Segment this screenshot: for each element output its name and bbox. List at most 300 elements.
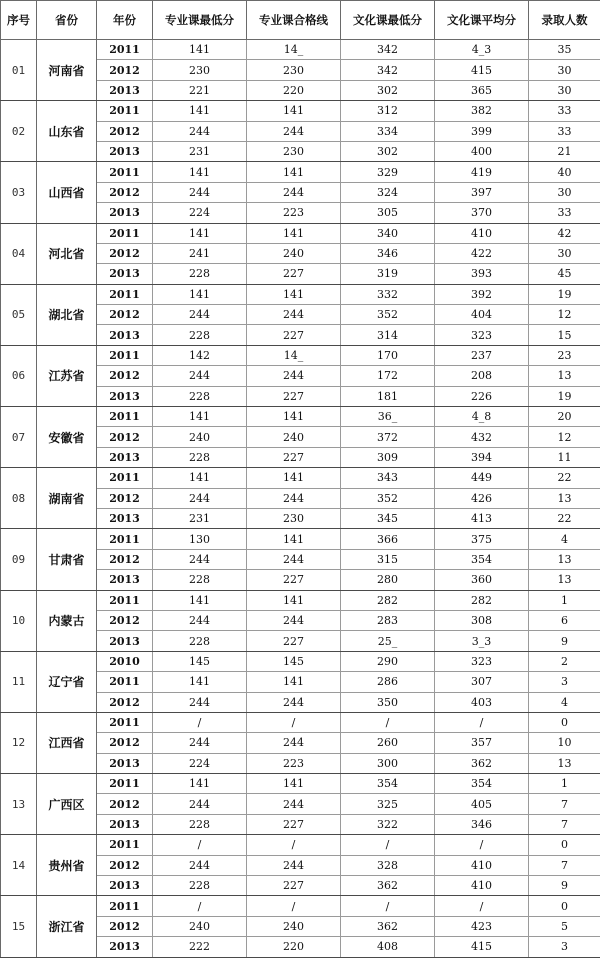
cell-major-pass-line: 244 (247, 692, 341, 712)
cell-major-pass-line: 244 (247, 121, 341, 141)
cell-admitted-count: 11 (529, 447, 600, 467)
table-row (1, 712, 600, 732)
table-row (1, 835, 600, 855)
cell-major-min-score: 228 (153, 631, 247, 651)
cell-culture-avg-score: 4_8 (435, 407, 529, 427)
cell-year: 2013 (97, 325, 153, 345)
cell-major-min-score: 244 (153, 121, 247, 141)
cell-major-pass-line: 244 (247, 610, 341, 630)
cell-major-min-score: 230 (153, 60, 247, 80)
cell-admitted-count: 0 (529, 835, 600, 855)
cell-culture-min-score: 170 (341, 345, 435, 365)
cell-major-pass-line: 244 (247, 305, 341, 325)
cell-culture-avg-score: 308 (435, 610, 529, 630)
cell-culture-min-score: 354 (341, 774, 435, 794)
cell-index: 10 (1, 590, 37, 651)
cell-major-min-score: 228 (153, 325, 247, 345)
cell-major-min-score: / (153, 712, 247, 732)
cell-province: 安徽省 (37, 407, 97, 468)
cell-major-pass-line: 141 (247, 162, 341, 182)
cell-culture-avg-score: 346 (435, 814, 529, 834)
cell-culture-min-score: 322 (341, 814, 435, 834)
cell-major-min-score: 141 (153, 774, 247, 794)
cell-index: 11 (1, 651, 37, 712)
cell-admitted-count: 13 (529, 753, 600, 773)
cell-year: 2011 (97, 40, 153, 60)
cell-major-pass-line: 244 (247, 855, 341, 875)
cell-year: 2012 (97, 692, 153, 712)
cell-year: 2013 (97, 937, 153, 957)
cell-index: 08 (1, 468, 37, 529)
cell-admitted-count: 20 (529, 407, 600, 427)
cell-culture-avg-score: 410 (435, 223, 529, 243)
cell-admitted-count: 35 (529, 40, 600, 60)
header-major-min-score: 专业课最低分 (153, 1, 247, 40)
cell-year: 2011 (97, 284, 153, 304)
cell-culture-avg-score: 405 (435, 794, 529, 814)
cell-year: 2013 (97, 876, 153, 896)
cell-major-pass-line: 244 (247, 366, 341, 386)
cell-culture-avg-score: 323 (435, 651, 529, 671)
cell-major-min-score: 141 (153, 407, 247, 427)
cell-major-min-score: 228 (153, 570, 247, 590)
cell-major-min-score: 244 (153, 488, 247, 508)
cell-culture-min-score: 283 (341, 610, 435, 630)
cell-culture-min-score: 345 (341, 508, 435, 528)
cell-index: 15 (1, 896, 37, 957)
cell-culture-avg-score: 399 (435, 121, 529, 141)
cell-admitted-count: 13 (529, 488, 600, 508)
cell-major-pass-line: / (247, 835, 341, 855)
cell-major-pass-line: 141 (247, 468, 341, 488)
cell-major-min-score: 141 (153, 162, 247, 182)
header-major-pass-line: 专业课合格线 (247, 1, 341, 40)
table-row (1, 284, 600, 304)
cell-province: 山西省 (37, 162, 97, 223)
cell-admitted-count: 30 (529, 80, 600, 100)
cell-year: 2011 (97, 101, 153, 121)
cell-year: 2012 (97, 182, 153, 202)
cell-admitted-count: 0 (529, 896, 600, 916)
table-row (1, 162, 600, 182)
cell-culture-avg-score: 393 (435, 264, 529, 284)
cell-major-pass-line: 141 (247, 774, 341, 794)
cell-major-pass-line: 223 (247, 203, 341, 223)
cell-index: 03 (1, 162, 37, 223)
cell-major-pass-line: 141 (247, 101, 341, 121)
cell-major-pass-line: 244 (247, 549, 341, 569)
cell-major-min-score: / (153, 896, 247, 916)
cell-major-min-score: 141 (153, 284, 247, 304)
cell-culture-avg-score: 226 (435, 386, 529, 406)
cell-year: 2013 (97, 447, 153, 467)
cell-province: 江苏省 (37, 345, 97, 406)
cell-major-min-score: 141 (153, 672, 247, 692)
table-row (1, 590, 600, 610)
cell-major-min-score: 240 (153, 916, 247, 936)
cell-admitted-count: 3 (529, 937, 600, 957)
cell-culture-min-score: 408 (341, 937, 435, 957)
cell-culture-avg-score: 382 (435, 101, 529, 121)
cell-culture-avg-score: 307 (435, 672, 529, 692)
cell-culture-min-score: 314 (341, 325, 435, 345)
cell-culture-min-score: 352 (341, 305, 435, 325)
cell-major-min-score: 141 (153, 590, 247, 610)
cell-major-min-score: 244 (153, 794, 247, 814)
cell-admitted-count: 6 (529, 610, 600, 630)
cell-culture-avg-score: 237 (435, 345, 529, 365)
cell-admitted-count: 7 (529, 794, 600, 814)
cell-major-pass-line: 141 (247, 590, 341, 610)
cell-province: 江西省 (37, 712, 97, 773)
cell-culture-avg-score: 423 (435, 916, 529, 936)
table-row (1, 651, 600, 671)
cell-index: 01 (1, 40, 37, 101)
cell-major-pass-line: 240 (247, 916, 341, 936)
cell-major-pass-line: 230 (247, 141, 341, 161)
cell-culture-min-score: 280 (341, 570, 435, 590)
cell-major-min-score: 228 (153, 876, 247, 896)
cell-index: 13 (1, 774, 37, 835)
cell-culture-min-score: 329 (341, 162, 435, 182)
cell-admitted-count: 4 (529, 529, 600, 549)
cell-province: 浙江省 (37, 896, 97, 957)
cell-major-pass-line: 141 (247, 284, 341, 304)
cell-major-pass-line: 223 (247, 753, 341, 773)
cell-major-min-score: 244 (153, 855, 247, 875)
table-row (1, 223, 600, 243)
cell-culture-avg-score: 354 (435, 774, 529, 794)
cell-major-min-score: 222 (153, 937, 247, 957)
cell-culture-min-score: 319 (341, 264, 435, 284)
cell-admitted-count: 5 (529, 916, 600, 936)
cell-culture-avg-score: 365 (435, 80, 529, 100)
cell-admitted-count: 7 (529, 855, 600, 875)
cell-year: 2013 (97, 386, 153, 406)
cell-culture-avg-score: 410 (435, 876, 529, 896)
cell-province: 河北省 (37, 223, 97, 284)
cell-major-pass-line: 141 (247, 672, 341, 692)
cell-major-min-score: 228 (153, 447, 247, 467)
cell-culture-min-score: 172 (341, 366, 435, 386)
cell-culture-avg-score: 415 (435, 937, 529, 957)
cell-culture-avg-score: 413 (435, 508, 529, 528)
cell-major-min-score: 244 (153, 610, 247, 630)
cell-major-pass-line: 227 (247, 264, 341, 284)
cell-culture-avg-score: 397 (435, 182, 529, 202)
cell-culture-avg-score: 360 (435, 570, 529, 590)
cell-year: 2013 (97, 203, 153, 223)
cell-year: 2011 (97, 162, 153, 182)
cell-admitted-count: 1 (529, 590, 600, 610)
cell-culture-min-score: 372 (341, 427, 435, 447)
cell-major-pass-line: 230 (247, 60, 341, 80)
cell-culture-min-score: 362 (341, 876, 435, 896)
cell-year: 2013 (97, 264, 153, 284)
cell-index: 02 (1, 101, 37, 162)
cell-culture-avg-score: 403 (435, 692, 529, 712)
cell-year: 2012 (97, 60, 153, 80)
cell-major-min-score: / (153, 835, 247, 855)
cell-index: 06 (1, 345, 37, 406)
cell-admitted-count: 7 (529, 814, 600, 834)
cell-major-min-score: 141 (153, 468, 247, 488)
cell-culture-avg-score: 3_3 (435, 631, 529, 651)
cell-admitted-count: 13 (529, 549, 600, 569)
cell-index: 09 (1, 529, 37, 590)
cell-culture-min-score: 362 (341, 916, 435, 936)
cell-year: 2011 (97, 529, 153, 549)
cell-year: 2012 (97, 549, 153, 569)
cell-year: 2013 (97, 814, 153, 834)
cell-major-min-score: 244 (153, 549, 247, 569)
cell-admitted-count: 30 (529, 243, 600, 263)
cell-admitted-count: 40 (529, 162, 600, 182)
cell-culture-min-score: 352 (341, 488, 435, 508)
cell-year: 2011 (97, 590, 153, 610)
header-index: 序号 (1, 1, 37, 40)
cell-admitted-count: 23 (529, 345, 600, 365)
cell-province: 湖南省 (37, 468, 97, 529)
cell-year: 2010 (97, 651, 153, 671)
cell-year: 2012 (97, 427, 153, 447)
cell-admitted-count: 10 (529, 733, 600, 753)
cell-culture-min-score: 36_ (341, 407, 435, 427)
cell-major-min-score: 221 (153, 80, 247, 100)
cell-culture-avg-score: 4_3 (435, 40, 529, 60)
cell-province: 湖北省 (37, 284, 97, 345)
cell-culture-min-score: 328 (341, 855, 435, 875)
cell-year: 2011 (97, 712, 153, 732)
cell-admitted-count: 30 (529, 182, 600, 202)
cell-major-min-score: 231 (153, 508, 247, 528)
cell-major-min-score: 228 (153, 814, 247, 834)
cell-major-pass-line: 227 (247, 447, 341, 467)
cell-major-min-score: 228 (153, 386, 247, 406)
cell-major-pass-line: 141 (247, 223, 341, 243)
cell-year: 2011 (97, 223, 153, 243)
cell-province: 甘肃省 (37, 529, 97, 590)
table-row (1, 529, 600, 549)
cell-culture-avg-score: 449 (435, 468, 529, 488)
cell-admitted-count: 45 (529, 264, 600, 284)
cell-major-min-score: 244 (153, 366, 247, 386)
cell-culture-avg-score: 404 (435, 305, 529, 325)
cell-major-pass-line: 240 (247, 243, 341, 263)
cell-admitted-count: 12 (529, 305, 600, 325)
cell-culture-min-score: 342 (341, 40, 435, 60)
cell-index: 14 (1, 835, 37, 896)
cell-admitted-count: 33 (529, 203, 600, 223)
cell-culture-min-score: / (341, 896, 435, 916)
cell-culture-min-score: 366 (341, 529, 435, 549)
cell-year: 2011 (97, 896, 153, 916)
cell-culture-avg-score: 426 (435, 488, 529, 508)
cell-year: 2011 (97, 672, 153, 692)
cell-year: 2011 (97, 835, 153, 855)
cell-index: 04 (1, 223, 37, 284)
cell-culture-avg-score: / (435, 712, 529, 732)
cell-major-pass-line: 14_ (247, 345, 341, 365)
cell-culture-min-score: 312 (341, 101, 435, 121)
cell-major-pass-line: 14_ (247, 40, 341, 60)
cell-admitted-count: 0 (529, 712, 600, 732)
cell-culture-min-score: 332 (341, 284, 435, 304)
cell-province: 内蒙古 (37, 590, 97, 651)
header-province: 省份 (37, 1, 97, 40)
cell-culture-min-score: 302 (341, 80, 435, 100)
cell-year: 2012 (97, 855, 153, 875)
cell-major-min-score: 145 (153, 651, 247, 671)
cell-culture-avg-score: 415 (435, 60, 529, 80)
cell-admitted-count: 13 (529, 570, 600, 590)
cell-year: 2011 (97, 468, 153, 488)
cell-year: 2011 (97, 774, 153, 794)
cell-culture-avg-score: 208 (435, 366, 529, 386)
header-admitted-count: 录取人数 (529, 1, 600, 40)
cell-major-pass-line: 244 (247, 794, 341, 814)
cell-admitted-count: 9 (529, 631, 600, 651)
cell-year: 2013 (97, 141, 153, 161)
cell-culture-avg-score: 392 (435, 284, 529, 304)
cell-culture-avg-score: 400 (435, 141, 529, 161)
cell-culture-avg-score: 432 (435, 427, 529, 447)
cell-province: 山东省 (37, 101, 97, 162)
cell-admitted-count: 12 (529, 427, 600, 447)
cell-culture-min-score: 260 (341, 733, 435, 753)
cell-index: 05 (1, 284, 37, 345)
cell-major-pass-line: 244 (247, 182, 341, 202)
cell-year: 2013 (97, 80, 153, 100)
table-row (1, 896, 600, 916)
cell-major-pass-line: 145 (247, 651, 341, 671)
cell-year: 2012 (97, 366, 153, 386)
cell-admitted-count: 1 (529, 774, 600, 794)
cell-culture-min-score: 309 (341, 447, 435, 467)
cell-major-min-score: 130 (153, 529, 247, 549)
header-culture-avg-score: 文化课平均分 (435, 1, 529, 40)
cell-major-pass-line: 240 (247, 427, 341, 447)
cell-major-min-score: 231 (153, 141, 247, 161)
cell-year: 2012 (97, 121, 153, 141)
table-body (1, 40, 600, 958)
cell-year: 2012 (97, 610, 153, 630)
cell-culture-avg-score: 419 (435, 162, 529, 182)
cell-year: 2013 (97, 570, 153, 590)
cell-major-min-score: 141 (153, 40, 247, 60)
cell-culture-avg-score: / (435, 896, 529, 916)
cell-culture-min-score: 181 (341, 386, 435, 406)
cell-year: 2011 (97, 345, 153, 365)
cell-culture-min-score: 300 (341, 753, 435, 773)
cell-major-min-score: 141 (153, 223, 247, 243)
cell-culture-avg-score: 370 (435, 203, 529, 223)
cell-admitted-count: 9 (529, 876, 600, 896)
cell-admitted-count: 22 (529, 508, 600, 528)
cell-major-min-score: 244 (153, 182, 247, 202)
cell-year: 2013 (97, 631, 153, 651)
cell-major-min-score: 224 (153, 753, 247, 773)
cell-culture-avg-score: 362 (435, 753, 529, 773)
cell-major-min-score: 224 (153, 203, 247, 223)
cell-major-pass-line: 141 (247, 529, 341, 549)
cell-year: 2011 (97, 407, 153, 427)
cell-culture-min-score: 340 (341, 223, 435, 243)
cell-culture-avg-score: / (435, 835, 529, 855)
cell-culture-min-score: / (341, 712, 435, 732)
cell-culture-min-score: 290 (341, 651, 435, 671)
table-row (1, 40, 600, 60)
cell-year: 2012 (97, 243, 153, 263)
cell-culture-avg-score: 410 (435, 855, 529, 875)
cell-admitted-count: 13 (529, 366, 600, 386)
cell-major-pass-line: 227 (247, 325, 341, 345)
cell-year: 2012 (97, 794, 153, 814)
cell-admitted-count: 21 (529, 141, 600, 161)
cell-culture-min-score: 302 (341, 141, 435, 161)
cell-admitted-count: 19 (529, 284, 600, 304)
cell-major-pass-line: 227 (247, 386, 341, 406)
cell-admitted-count: 33 (529, 121, 600, 141)
cell-year: 2013 (97, 753, 153, 773)
cell-major-pass-line: / (247, 896, 341, 916)
cell-culture-avg-score: 323 (435, 325, 529, 345)
table-row (1, 101, 600, 121)
cell-culture-min-score: 25_ (341, 631, 435, 651)
cell-admitted-count: 2 (529, 651, 600, 671)
cell-year: 2012 (97, 488, 153, 508)
cell-major-min-score: 241 (153, 243, 247, 263)
cell-admitted-count: 19 (529, 386, 600, 406)
cell-year: 2012 (97, 733, 153, 753)
cell-major-pass-line: 227 (247, 814, 341, 834)
cell-culture-min-score: 346 (341, 243, 435, 263)
cell-admitted-count: 3 (529, 672, 600, 692)
table-row (1, 407, 600, 427)
cell-culture-min-score: 350 (341, 692, 435, 712)
cell-admitted-count: 30 (529, 60, 600, 80)
cell-major-min-score: 244 (153, 733, 247, 753)
cell-major-min-score: 142 (153, 345, 247, 365)
cell-admitted-count: 22 (529, 468, 600, 488)
cell-major-min-score: 244 (153, 305, 247, 325)
cell-major-pass-line: 141 (247, 407, 341, 427)
cell-province: 河南省 (37, 40, 97, 101)
cell-culture-min-score: 334 (341, 121, 435, 141)
cell-culture-avg-score: 422 (435, 243, 529, 263)
cell-index: 12 (1, 712, 37, 773)
cell-culture-min-score: 315 (341, 549, 435, 569)
cell-culture-min-score: 325 (341, 794, 435, 814)
cell-major-min-score: 240 (153, 427, 247, 447)
table-row (1, 774, 600, 794)
cell-culture-avg-score: 394 (435, 447, 529, 467)
cell-year: 2012 (97, 305, 153, 325)
cell-admitted-count: 42 (529, 223, 600, 243)
cell-major-pass-line: / (247, 712, 341, 732)
cell-culture-min-score: 282 (341, 590, 435, 610)
cell-culture-min-score: 286 (341, 672, 435, 692)
cell-major-pass-line: 220 (247, 80, 341, 100)
cell-culture-min-score: 324 (341, 182, 435, 202)
table-row (1, 345, 600, 365)
cell-major-min-score: 228 (153, 264, 247, 284)
cell-province: 广西区 (37, 774, 97, 835)
cell-culture-avg-score: 375 (435, 529, 529, 549)
cell-major-pass-line: 244 (247, 733, 341, 753)
cell-admitted-count: 4 (529, 692, 600, 712)
cell-culture-min-score: / (341, 835, 435, 855)
